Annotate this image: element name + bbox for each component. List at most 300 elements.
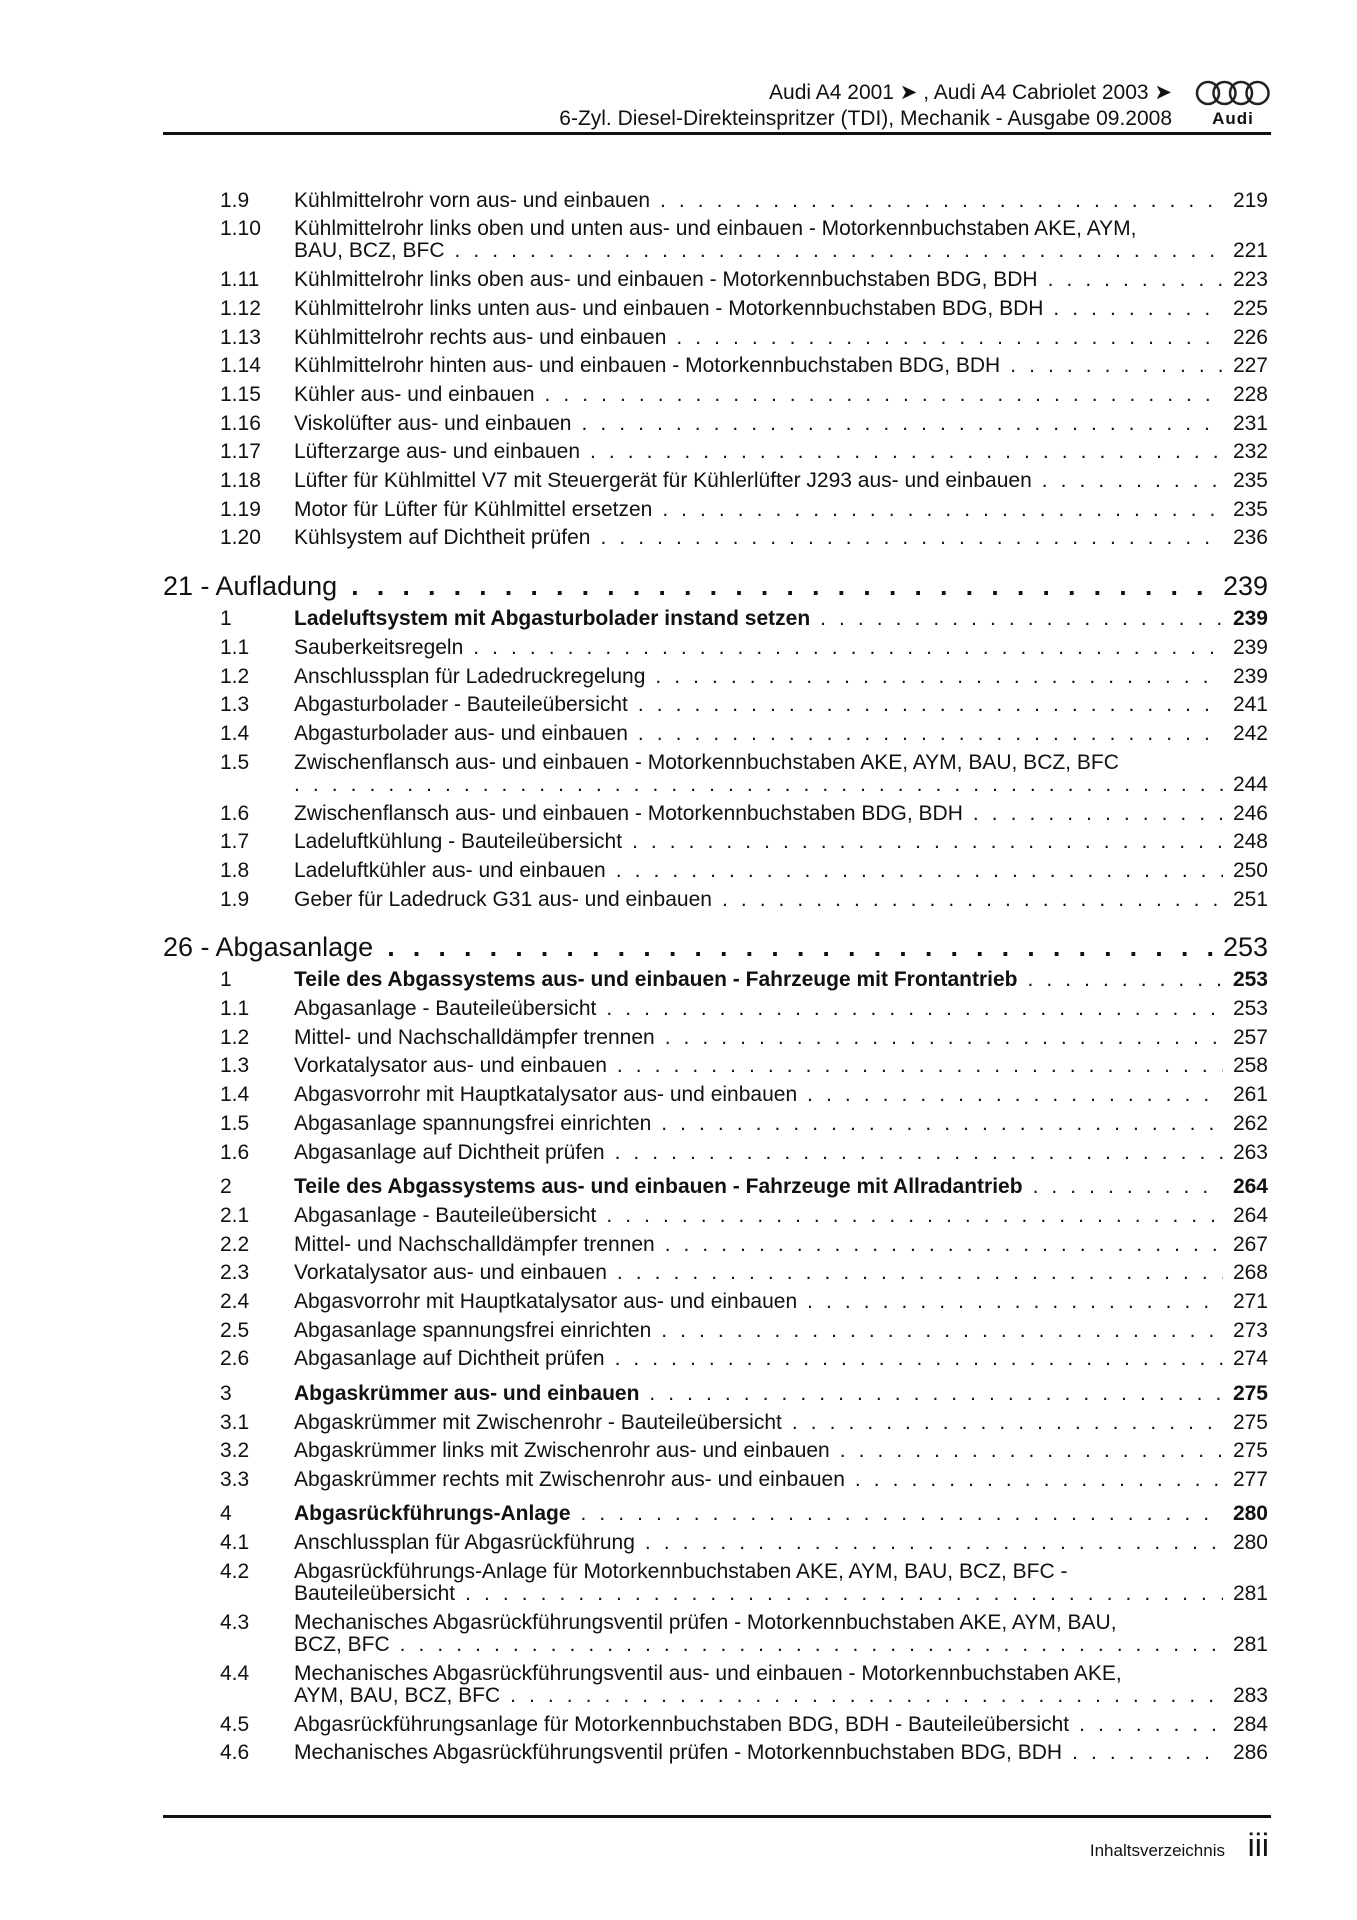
entry-title-continued: BAU, BCZ, BFC [294, 239, 445, 263]
dot-leader [662, 499, 1223, 521]
entry-title: Abgasrückführungsanlage für Motorkennbuchstaben BDG, BDH - Bauteileübersicht [294, 1712, 1070, 1736]
entry-body [294, 608, 1268, 630]
entry-body [294, 1027, 1268, 1049]
entry-title: Abgaskrümmer mit Zwischenrohr - Bauteileübersicht [294, 1410, 782, 1434]
entry-page: 281 [1232, 1582, 1268, 1606]
entry-number: 1.5 [220, 1111, 250, 1135]
chapter-title: 26 - Abgasanlage [163, 931, 374, 962]
entry-title: Vorkatalysator aus- und einbauen [294, 1054, 607, 1078]
toc-entry [163, 349, 1268, 378]
entry-last-line [294, 1440, 1268, 1462]
entry-title: Kühlmittelrohr rechts aus- und einbauen [294, 325, 667, 349]
dot-leader [722, 889, 1223, 911]
entry-body [294, 413, 1268, 435]
entry-page: 271 [1232, 1289, 1268, 1313]
entry-title-continued: Bauteileübersicht [294, 1582, 456, 1606]
chapter-page: 239 [1222, 570, 1268, 601]
toc-entry [163, 1342, 1268, 1371]
audi-logo-text: Audi [1212, 109, 1254, 128]
entry-last-line [294, 470, 1268, 492]
entry-last-line [294, 666, 1268, 688]
entry-body [294, 889, 1268, 911]
toc-entry [163, 1049, 1268, 1078]
toc-entry [163, 1526, 1268, 1555]
dot-leader [807, 1291, 1223, 1313]
dot-leader [473, 637, 1223, 659]
entry-page: 232 [1232, 440, 1268, 464]
toc-entry [163, 464, 1268, 493]
entry-body [294, 1320, 1268, 1342]
entry-page: 235 [1232, 469, 1268, 493]
entry-page: 246 [1232, 801, 1268, 825]
entry-page: 283 [1232, 1683, 1268, 1707]
entry-number: 4.5 [220, 1712, 250, 1736]
toc-entry [163, 263, 1268, 292]
entry-number: 1 [220, 607, 232, 631]
entry-body [294, 269, 1268, 291]
entry-last-line [294, 1291, 1268, 1313]
toc-entry [163, 716, 1268, 745]
toc-entry [163, 1106, 1268, 1135]
dot-leader [1033, 1176, 1223, 1198]
dot-leader [661, 1320, 1223, 1342]
entry-page: 242 [1232, 721, 1268, 745]
entry-title: Mechanisches Abgasrückführungsventil aus- und einbauen - Motorkennbuchstaben AKE, [294, 1661, 1122, 1685]
entry-body [294, 499, 1268, 521]
entry-title: Abgasvorrohr mit Hauptkatalysator aus- und einbauen [294, 1289, 798, 1313]
toc-entry [163, 492, 1268, 521]
dot-leader [840, 1440, 1223, 1462]
entry-page: 263 [1232, 1140, 1268, 1164]
dot-leader [545, 384, 1223, 406]
entry-title: Mittel- und Nachschalldämpfer trennen [294, 1232, 655, 1256]
entry-last-line [294, 889, 1268, 911]
dot-leader [638, 694, 1223, 716]
entry-body [294, 1469, 1268, 1491]
entry-number: 1 [220, 968, 232, 992]
toc-entry [163, 745, 1268, 796]
dot-leader [465, 1583, 1223, 1605]
toc-entry [163, 377, 1268, 406]
entry-last-line [294, 1205, 1268, 1227]
entry-body [294, 637, 1268, 659]
entry-body [294, 1714, 1268, 1736]
dot-leader [655, 666, 1223, 688]
dot-leader [665, 1234, 1223, 1256]
entry-number: 4 [220, 1502, 232, 1526]
entry-title: Viskolüfter aus- und einbauen [294, 411, 572, 435]
entry-last-line [294, 413, 1268, 435]
dot-leader [632, 831, 1223, 853]
entry-number: 2.1 [220, 1203, 250, 1227]
entry-number: 1.11 [220, 268, 260, 292]
dot-leader [1072, 1742, 1223, 1764]
entry-body [294, 1113, 1268, 1135]
entry-body [294, 327, 1268, 349]
entry-body [294, 441, 1268, 463]
toc-entry [163, 212, 1268, 263]
entry-page: 277 [1232, 1467, 1268, 1491]
entry-last-line [294, 694, 1268, 716]
dot-leader [581, 413, 1222, 435]
entry-title: Abgaskrümmer aus- und einbauen [294, 1381, 640, 1405]
toc-entry [163, 659, 1268, 688]
entry-last-line [294, 269, 1268, 291]
entry-number: 2.3 [220, 1261, 250, 1285]
entry-title: Mittel- und Nachschalldämpfer trennen [294, 1025, 655, 1049]
entry-number: 1.4 [220, 721, 250, 745]
entry-title: Kühlmittelrohr links oben aus- und einbauen - Motorkennbuchstaben BDG, BDH [294, 268, 1038, 292]
entry-title: Ladeluftsystem mit Abgasturbolader instand setzen [294, 607, 811, 631]
entry-page: 258 [1232, 1054, 1268, 1078]
toc-entry [163, 435, 1268, 464]
entry-number: 1.4 [220, 1083, 250, 1107]
entry-title: Geber für Ladedruck G31 aus- und einbauen [294, 887, 712, 911]
entry-last-line [294, 298, 1268, 320]
entry-number: 1.16 [220, 411, 261, 435]
entry-number: 4.1 [220, 1531, 250, 1555]
entry-last-line [294, 1685, 1268, 1707]
entry-body [294, 1561, 1268, 1605]
entry-number: 1.3 [220, 1054, 250, 1078]
footer-section-label: Inhaltsverzeichnis [1089, 1841, 1225, 1860]
entry-title: Abgasanlage - Bauteileübersicht [294, 1203, 597, 1227]
entry-number: 1.20 [220, 526, 261, 550]
entry-title: Kühlmittelrohr vorn aus- und einbauen [294, 188, 651, 212]
toc-entry [163, 1405, 1268, 1434]
entry-body [294, 752, 1268, 796]
entry-title: Zwischenflansch aus- und einbauen - Motorkennbuchstaben AKE, AYM, BAU, BCZ, BFC [294, 750, 1119, 774]
toc-entry [163, 1284, 1268, 1313]
entry-body [294, 860, 1268, 882]
entry-title: Abgasanlage spannungsfrei einrichten [294, 1111, 652, 1135]
entry-body [294, 1055, 1268, 1077]
entry-page: 281 [1232, 1632, 1268, 1656]
entry-number: 3.2 [220, 1439, 250, 1463]
entry-body [294, 831, 1268, 853]
dot-leader [606, 1205, 1223, 1227]
entry-number: 2.5 [220, 1318, 250, 1342]
entry-last-line [294, 384, 1268, 406]
entry-body [294, 1262, 1268, 1284]
dot-leader [615, 1348, 1223, 1370]
entry-page: 264 [1232, 1203, 1268, 1227]
footer-page-number: iii [1247, 1827, 1269, 1863]
entry-title: Ladeluftkühler aus- und einbauen [294, 858, 606, 882]
dot-leader [581, 1503, 1223, 1525]
entry-title: Kühler aus- und einbauen [294, 382, 535, 406]
entry-title: Anschlussplan für Abgasrückführung [294, 1531, 635, 1555]
entry-body [294, 694, 1268, 716]
entry-number: 1.8 [220, 858, 250, 882]
dot-leader [660, 190, 1223, 212]
audi-rings-icon [1195, 79, 1271, 107]
entry-number: 1.3 [220, 693, 250, 717]
dot-leader [600, 527, 1222, 549]
entry-last-line [294, 441, 1268, 463]
chapter-title: 21 - Aufladung [163, 570, 338, 601]
entry-page: 244 [1232, 772, 1268, 796]
dot-leader [617, 1262, 1223, 1284]
entry-last-line [294, 831, 1268, 853]
dot-leader [1053, 298, 1223, 320]
entry-number: 1.6 [220, 1140, 250, 1164]
entry-number: 1.14 [220, 354, 261, 378]
dot-leader [400, 1634, 1223, 1656]
entry-number: 2 [220, 1175, 232, 1199]
toc-entry [163, 630, 1268, 659]
audi-logo [1195, 79, 1271, 128]
dot-leader [1079, 1714, 1223, 1736]
entry-page: 226 [1232, 325, 1268, 349]
entry-title-continued: AYM, BAU, BCZ, BFC [294, 1683, 501, 1707]
toc-entry [163, 320, 1268, 349]
entry-page: 250 [1232, 858, 1268, 882]
entry-page: 284 [1232, 1712, 1268, 1736]
entry-page: 257 [1232, 1025, 1268, 1049]
toc-entry [163, 1135, 1268, 1164]
entry-last-line [294, 637, 1268, 659]
entry-number: 4.6 [220, 1741, 250, 1765]
dot-leader [616, 860, 1223, 882]
entry-body [294, 1440, 1268, 1462]
entry-title: Abgasanlage auf Dichtheit prüfen [294, 1347, 605, 1371]
entry-title: Sauberkeitsregeln [294, 635, 464, 659]
dot-leader [1042, 470, 1223, 492]
entry-number: 1.19 [220, 497, 261, 521]
entry-title: Mechanisches Abgasrückführungsventil prüfen - Motorkennbuchstaben BDG, BDH [294, 1741, 1063, 1765]
entry-last-line [294, 1234, 1268, 1256]
entry-title: Vorkatalysator aus- und einbauen [294, 1261, 607, 1285]
entry-body [294, 666, 1268, 688]
entry-last-line [294, 1348, 1268, 1370]
entry-last-line [294, 527, 1268, 549]
entry-page: 248 [1232, 830, 1268, 854]
entry-title: Abgasanlage - Bauteileübersicht [294, 997, 597, 1021]
dot-leader [1048, 269, 1223, 291]
entry-title: Kühlsystem auf Dichtheit prüfen [294, 526, 591, 550]
entry-number: 1.17 [220, 440, 261, 464]
entry-title: Abgasanlage spannungsfrei einrichten [294, 1318, 652, 1342]
entry-number: 2.6 [220, 1347, 250, 1371]
dot-leader [665, 1027, 1223, 1049]
entry-body [294, 1742, 1268, 1764]
dot-leader [294, 774, 1223, 796]
dot-leader [645, 1532, 1223, 1554]
entry-body [294, 190, 1268, 212]
entry-number: 2.2 [220, 1232, 250, 1256]
entry-last-line [294, 1634, 1268, 1656]
toc-entry [163, 1313, 1268, 1342]
entry-last-line [294, 774, 1268, 796]
entry-last-line [294, 1532, 1268, 1554]
entry-title: Anschlussplan für Ladedruckregelung [294, 664, 646, 688]
entry-title: Mechanisches Abgasrückführungsventil prüfen - Motorkennbuchstaben AKE, AYM, BAU, [294, 1610, 1117, 1634]
entry-page: 267 [1232, 1232, 1268, 1256]
entry-page: 235 [1232, 497, 1268, 521]
entry-last-line [294, 1383, 1268, 1405]
dot-leader [1010, 355, 1223, 377]
toc-entry [163, 1198, 1268, 1227]
entry-title: Abgaskrümmer rechts mit Zwischenrohr aus- und einbauen [294, 1467, 845, 1491]
entry-number: 1.18 [220, 469, 261, 493]
dot-leader [510, 1685, 1223, 1707]
entry-page: 225 [1232, 296, 1268, 320]
toc-entry [163, 183, 1268, 212]
entry-page: 231 [1232, 411, 1268, 435]
entry-last-line [294, 1084, 1268, 1106]
entry-page: 275 [1232, 1381, 1268, 1405]
entry-page: 253 [1232, 997, 1268, 1021]
entry-number: 4.2 [220, 1559, 250, 1583]
entry-number: 3.3 [220, 1467, 250, 1491]
entry-number: 1.9 [220, 887, 250, 911]
dot-leader [615, 1142, 1223, 1164]
entry-number: 1.7 [220, 830, 250, 854]
entry-body [294, 1142, 1268, 1164]
entry-last-line [294, 1742, 1268, 1764]
entry-number: 1.15 [220, 382, 261, 406]
header-rule [163, 132, 1271, 135]
entry-body [294, 1084, 1268, 1106]
entry-page: 251 [1232, 887, 1268, 911]
dot-leader [606, 998, 1223, 1020]
dot-leader [649, 1383, 1223, 1405]
entry-number: 1.6 [220, 801, 250, 825]
entry-number: 1.5 [220, 750, 250, 774]
toc-entry [163, 521, 1268, 550]
entry-title: Abgasanlage auf Dichtheit prüfen [294, 1140, 605, 1164]
entry-page: 264 [1232, 1175, 1268, 1199]
entry-number: 1.12 [220, 296, 261, 320]
toc-entry [163, 688, 1268, 717]
entry-page: 275 [1232, 1410, 1268, 1434]
entry-page: 253 [1232, 968, 1268, 992]
entry-page: 219 [1232, 188, 1268, 212]
entry-page: 286 [1232, 1741, 1268, 1765]
entry-body [294, 298, 1268, 320]
entry-body [294, 1234, 1268, 1256]
toc-entry [163, 1497, 1268, 1526]
entry-page: 273 [1232, 1318, 1268, 1342]
entry-body [294, 1176, 1268, 1198]
entry-number: 1.13 [220, 325, 261, 349]
entry-page: 261 [1232, 1083, 1268, 1107]
toc-entry [163, 963, 1268, 992]
toc-entry [163, 291, 1268, 320]
header-vehicle-models: Audi A4 2001 ➤ , Audi A4 Cabriolet 2003 ➤ [769, 81, 1172, 104]
entry-body [294, 1532, 1268, 1554]
entry-body [294, 1663, 1268, 1707]
entry-body [294, 218, 1268, 262]
toc-entry [163, 796, 1268, 825]
entry-body [294, 527, 1268, 549]
entry-last-line [294, 969, 1268, 991]
dot-leader [807, 1084, 1223, 1106]
entry-number: 2.4 [220, 1289, 250, 1313]
toc-entry [163, 1554, 1268, 1605]
entry-last-line [294, 1055, 1268, 1077]
entry-title: Kühlmittelrohr hinten aus- und einbauen - Motorkennbuchstaben BDG, BDH [294, 354, 1001, 378]
dot-leader [973, 803, 1223, 825]
entry-title: Abgaskrümmer links mit Zwischenrohr aus- und einbauen [294, 1439, 830, 1463]
entry-title: Motor für Lüfter für Kühlmittel ersetzen [294, 497, 653, 521]
toc-entry [163, 1434, 1268, 1463]
entry-number: 1.2 [220, 1025, 250, 1049]
entry-page: 268 [1232, 1261, 1268, 1285]
toc-entry [163, 882, 1268, 911]
entry-number: 1.9 [220, 188, 250, 212]
toc-entry [163, 1020, 1268, 1049]
entry-page: 280 [1232, 1502, 1268, 1526]
toc-entry [163, 1376, 1268, 1405]
entry-body [294, 969, 1268, 991]
entry-title: Abgasrückführungs-Anlage für Motorkennbuchstaben AKE, AYM, BAU, BCZ, BFC - [294, 1559, 1068, 1583]
entry-number: 3 [220, 1381, 232, 1405]
entry-body [294, 1612, 1268, 1656]
toc-entry [163, 1227, 1268, 1256]
dot-leader [1027, 969, 1222, 991]
toc-entry [163, 1656, 1268, 1707]
entry-title: Kühlmittelrohr links oben und unten aus- und einbauen - Motorkennbuchstaben AKE, AYM, [294, 217, 1137, 241]
entry-page: 223 [1232, 268, 1268, 292]
entry-last-line [294, 240, 1268, 262]
entry-last-line [294, 1142, 1268, 1164]
entry-title: Abgasturbolader - Bauteileübersicht [294, 693, 628, 717]
entry-page: 228 [1232, 382, 1268, 406]
toc-entry [163, 1707, 1268, 1736]
toc-entry [163, 1256, 1268, 1285]
entry-title: Teile des Abgassystems aus- und einbauen - Fahrzeuge mit Frontantrieb [294, 968, 1018, 992]
entry-title: Teile des Abgassystems aus- und einbauen - Fahrzeuge mit Allradantrieb [294, 1175, 1023, 1199]
dot-leader [638, 723, 1223, 745]
toc-entry [163, 1605, 1268, 1656]
entry-title: Ladeluftkühlung - Bauteileübersicht [294, 830, 623, 854]
entry-number: 4.4 [220, 1661, 250, 1685]
dot-leader [820, 608, 1223, 630]
entry-title: Lüfter für Kühlmittel V7 mit Steuergerät für Kühlerlüfter J293 aus- und einbauen [294, 469, 1032, 493]
entry-title-continued: BCZ, BFC [294, 1632, 390, 1656]
footer-rule [163, 1815, 1271, 1818]
entry-title: Abgasrückführungs-Anlage [294, 1502, 571, 1526]
entry-title: Zwischenflansch aus- und einbauen - Motorkennbuchstaben BDG, BDH [294, 801, 963, 825]
dot-leader [617, 1055, 1223, 1077]
entry-title: Abgasturbolader aus- und einbauen [294, 721, 628, 745]
entry-last-line [294, 327, 1268, 349]
entry-body [294, 384, 1268, 406]
entry-page: 275 [1232, 1439, 1268, 1463]
table-of-contents [163, 183, 1268, 1764]
entry-page: 241 [1232, 693, 1268, 717]
entry-last-line [294, 1714, 1268, 1736]
entry-number: 1.1 [220, 635, 250, 659]
entry-last-line [294, 1176, 1268, 1198]
entry-last-line [294, 1583, 1268, 1605]
entry-body [294, 723, 1268, 745]
dot-leader [351, 571, 1217, 601]
entry-last-line [294, 1412, 1268, 1434]
entry-body [294, 1205, 1268, 1227]
dot-leader [792, 1412, 1223, 1434]
entry-last-line [294, 355, 1268, 377]
toc-entry [163, 602, 1268, 631]
entry-last-line [294, 1320, 1268, 1342]
entry-number: 1.1 [220, 997, 250, 1021]
entry-body [294, 1383, 1268, 1405]
entry-title: Lüfterzarge aus- und einbauen [294, 440, 581, 464]
entry-page: 280 [1232, 1531, 1268, 1555]
entry-title: Abgasvorrohr mit Hauptkatalysator aus- und einbauen [294, 1083, 798, 1107]
